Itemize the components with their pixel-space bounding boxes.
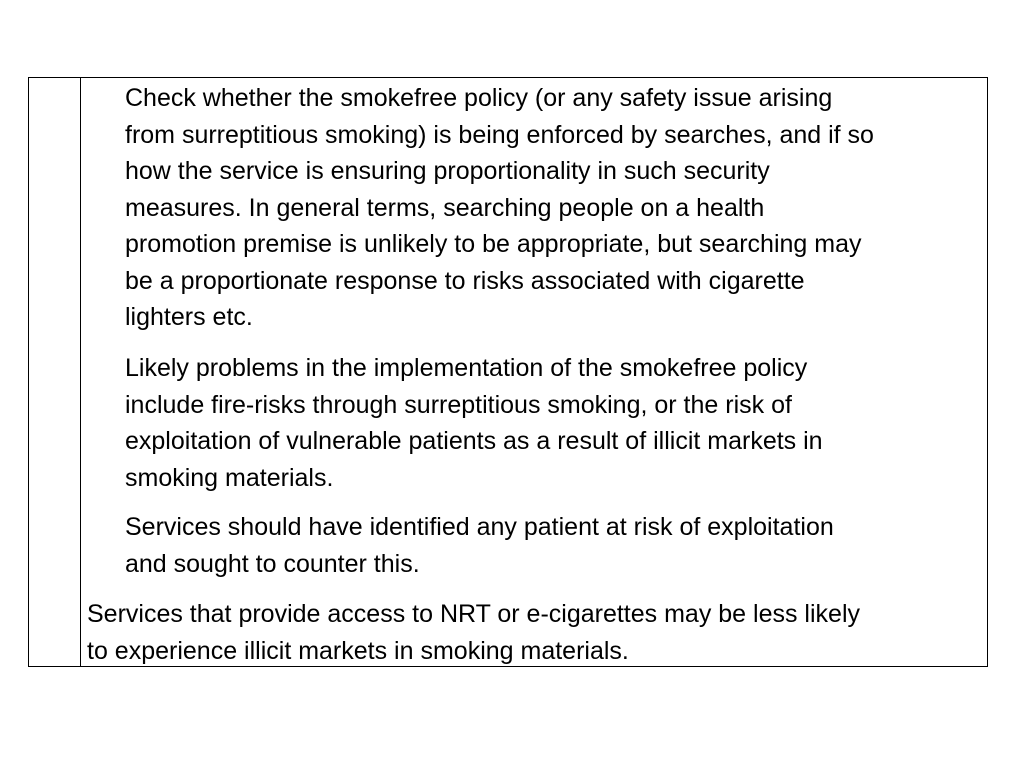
text-line: and sought to counter this.: [125, 549, 420, 578]
text-line: include fire-risks through surreptitious smoking, or the risk of: [125, 390, 792, 419]
text-line: exploitation of vulnerable patients as a result of illicit markets in: [125, 427, 823, 455]
text-line: Services that provide access to NRT or e-cigarettes may be less likely: [87, 600, 860, 628]
document-table: [28, 77, 988, 667]
paragraph-search-enforcement: [125, 80, 874, 336]
text-line: Check whether the smokefree policy (or any safety issue arising: [125, 84, 833, 112]
text-line: Likely problems in the implementation of the smokefree policy: [125, 354, 808, 382]
table-content-cell: [81, 78, 987, 666]
text-line: promotion premise is unlikely to be appropriate, but searching may: [125, 230, 862, 258]
table-left-cell: [29, 78, 81, 666]
text-line: from surreptitious smoking) is being enforced by searches, and if so: [125, 120, 874, 149]
paragraph-exploitation-risk: [125, 509, 834, 582]
text-line: measures. In general terms, searching people on a health: [125, 193, 765, 222]
text-line: to experience illicit markets in smoking materials.: [87, 636, 629, 665]
text-line: Services should have identified any patient at risk of exploitation: [125, 513, 834, 541]
text-line: smoking materials.: [125, 463, 334, 492]
paragraph-nrt-access: [87, 596, 860, 669]
text-line: how the service is ensuring proportionality in such security: [125, 157, 770, 185]
text-line: lighters etc.: [125, 303, 253, 331]
paragraph-likely-problems: [125, 350, 823, 496]
text-line: be a proportionate response to risks associated with cigarette: [125, 266, 805, 295]
